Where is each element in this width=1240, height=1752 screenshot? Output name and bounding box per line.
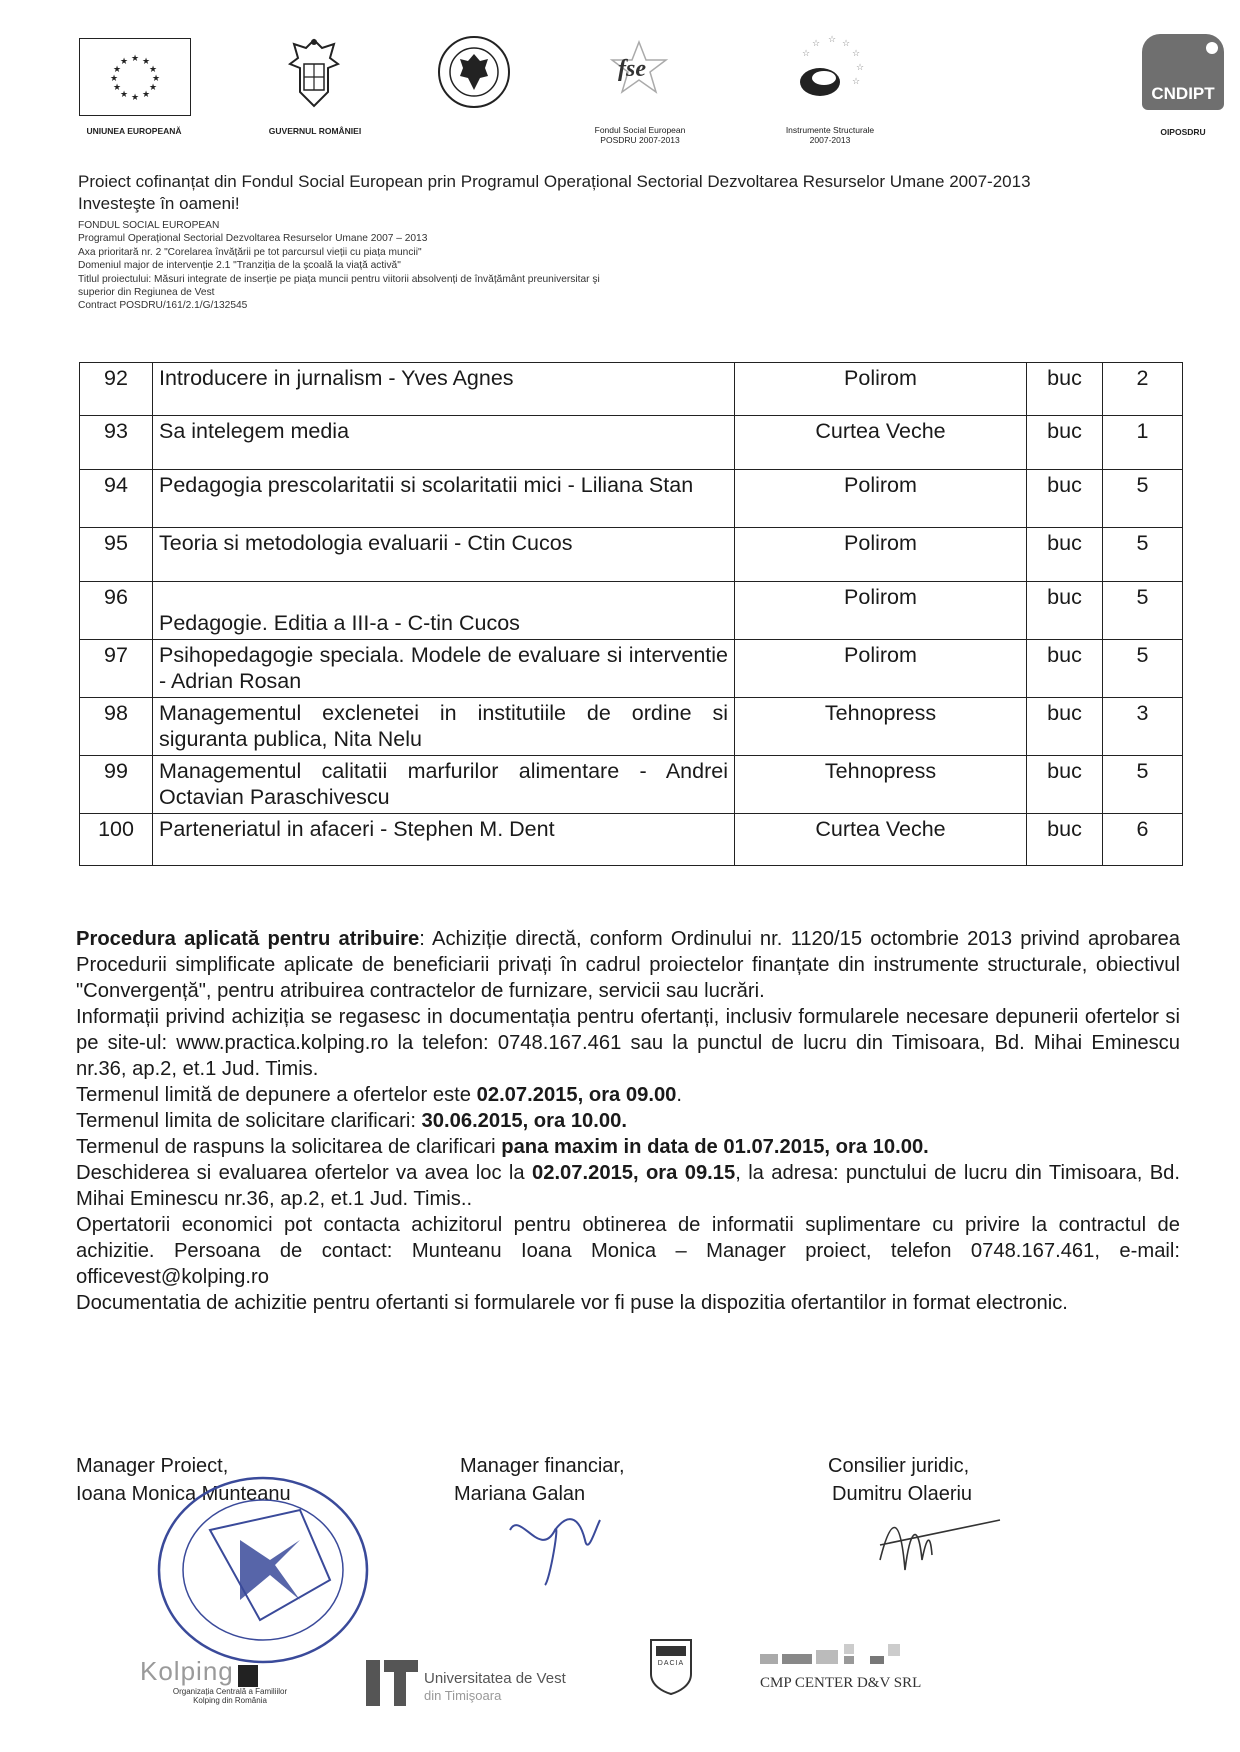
table-row (80, 814, 1183, 866)
procedure-text: : Achiziție directă, conform Ordinului nr. 1120/15 octombrie 2013 privind aprobarea Procedurii simplificate aplicate de beneficiarii privați în cadrul proiectelor finanțate din instrumente structurale, obiectivul "Convergență", pentru atribuirea contractelor de furnizare, servicii sau lucrări. (76, 928, 1180, 1002)
svg-text:★: ★ (151, 74, 161, 84)
svg-text:★: ★ (109, 74, 119, 84)
unit: buc (1027, 640, 1103, 698)
kolping-wordmark (140, 1656, 320, 1687)
info-line: Axa prioritară nr. 2 "Corelarea învățării pe tot parcursul vieții cu piața muncii" (78, 246, 422, 258)
row-number: 99 (80, 756, 153, 814)
cmp-blocks-icon (760, 1640, 920, 1666)
svg-text:★: ★ (148, 65, 158, 75)
table-row (80, 416, 1183, 470)
publisher: Curtea Veche (735, 416, 1027, 470)
opening-text: Deschiderea si evaluarea ofertelor va avea loc la (76, 1162, 532, 1184)
eu-flag-logo (79, 38, 191, 116)
unit: buc (1027, 470, 1103, 528)
fse-caption (570, 125, 710, 145)
table-row (80, 756, 1183, 814)
publisher: Tehnopress (735, 698, 1027, 756)
row-number: 100 (80, 814, 153, 866)
row-number: 94 (80, 470, 153, 528)
opening-end: , la adresa: punctului de lucru din Timisoara, Bd. Mihai Eminescu nr.36, ap.2, et.1 Jud. Timis.. (76, 1162, 1181, 1210)
signature-role: Consilier juridic, (828, 1455, 970, 1477)
project-info (78, 219, 600, 313)
row-number: 97 (80, 640, 153, 698)
unit: buc (1027, 416, 1103, 470)
deadline-answers-text: Termenul de raspuns la solicitarea de clarificari (76, 1136, 502, 1158)
quantity: 5 (1103, 756, 1183, 814)
quantity: 2 (1103, 363, 1183, 416)
is-caption-line2: 2007-2013 (809, 135, 851, 145)
publisher: Tehnopress (735, 756, 1027, 814)
deadline-offers (76, 1082, 1180, 1108)
quantity: 6 (1103, 814, 1183, 866)
table-row (80, 363, 1183, 416)
svg-text:☆: ☆ (828, 34, 837, 44)
quantity: 5 (1103, 470, 1183, 528)
book-title: Sa intelegem media (153, 416, 735, 470)
gov-caption: GUVERNUL ROMÂNIEI (268, 126, 362, 136)
svg-text:★: ★ (141, 90, 151, 100)
row-number: 93 (80, 416, 153, 470)
table-row (80, 640, 1183, 698)
deadline-offers-text: Termenul limită de depunere a ofertelor este (76, 1084, 477, 1106)
kolping-logo (140, 1656, 320, 1716)
signature-mark-juridic (860, 1500, 1010, 1580)
table-row (80, 582, 1183, 640)
deadline-clarifications (76, 1108, 1180, 1134)
svg-text:★: ★ (148, 83, 158, 93)
svg-text:☆: ☆ (812, 38, 821, 48)
contact-paragraph: Opertatorii economici pot contacta achizitorul pentru obtinerea de informatii suplimentare cu privire la contractul de achizitie. Persoana de contact: Munteanu Ioana Monica – Manager proiect, telefon 0748.167.461, e-mail: officevest@kolping.ro (76, 1214, 1180, 1288)
row-number: 92 (80, 363, 153, 416)
table-row (80, 698, 1183, 756)
format-paragraph: Documentatia de achizitie pentru ofertanti si formularele vor fi puse la dispozitia ofertantilor in format electronic. (76, 1292, 1068, 1314)
uvt-line1: Universitatea de Vest (424, 1670, 566, 1687)
deadline-answers (76, 1134, 1180, 1160)
signature-name: Ioana Monica Munteanu (76, 1483, 291, 1505)
quantity: 5 (1103, 582, 1183, 640)
unit: buc (1027, 698, 1103, 756)
info-line: superior din Regiunea de Vest (78, 287, 215, 299)
fse-caption-line2: POSDRU 2007-2013 (600, 135, 680, 145)
book-title: Introducere in jurnalism - Yves Agnes (153, 363, 735, 416)
opening-paragraph (76, 1160, 1180, 1212)
kolping-line1: Organizația Centrală a Familiilor (172, 1687, 288, 1696)
row-number: 96 (80, 582, 153, 640)
quantity: 1 (1103, 416, 1183, 470)
is-caption-line1: Instrumente Structurale (785, 125, 875, 135)
cmp-center-logo (760, 1640, 940, 1700)
book-title-cell (153, 582, 735, 640)
signature-name: Dumitru Olaeriu (832, 1483, 973, 1505)
project-line: Proiect cofinanțat din Fondul Social European prin Programul Operațional Sectorial Dezvoltarea Resurselor Umane 2007-2013 (78, 172, 1031, 191)
table-row (80, 528, 1183, 582)
svg-text:★: ★ (141, 57, 151, 67)
kolping-stamp-icon (150, 1470, 376, 1666)
quantity: 5 (1103, 528, 1183, 582)
info-line: Titlul proiectului: Măsuri integrate de inserție pe piața muncii pentru viitorii absolvenți de învățământ preuniversitar şi (78, 273, 600, 285)
svg-text:☆: ☆ (802, 48, 811, 58)
eagle-icon (282, 34, 346, 114)
dacia-label: DACIA (657, 1660, 685, 1667)
info-line: Contract POSDRU/161/2.1/G/132545 (78, 300, 248, 312)
publisher: Polirom (735, 470, 1027, 528)
eu-stars-icon (80, 39, 190, 115)
cndipt-dot-icon (1206, 42, 1218, 54)
quantity: 5 (1103, 640, 1183, 698)
book-title: Managementul calitatii marfurilor alimentare - Andrei Octavian Paraschivescu (153, 756, 735, 814)
instrumente-structurale-logo (790, 30, 870, 110)
uvt-logo (366, 1656, 606, 1716)
deadline-clarifications-date: 30.06.2015, ora 10.00. (421, 1110, 627, 1132)
publisher: Polirom (735, 363, 1027, 416)
svg-text:☆: ☆ (856, 62, 865, 72)
row-number: 98 (80, 698, 153, 756)
cmp-name: CMP CENTER D&V SRL (760, 1675, 922, 1691)
info-paragraph: Informații privind achiziția se regasesc in documentația pentru ofertanți, inclusiv formularele necesare depunerii ofertelor si pe site-ul: www.practica.kolping.ro la telefon: 0748.167.461 sau la punctul de lucru din Timisoara, Bd. Mihai Eminescu nr.36, ap.2, et.1 Jud. Timis. (76, 1006, 1180, 1080)
svg-text:★: ★ (130, 54, 140, 64)
book-title: Parteneriatul in afaceri - Stephen M. Dent (153, 814, 735, 866)
deadline-offers-end: . (676, 1084, 683, 1106)
info-line: FONDUL SOCIAL EUROPEAN (78, 220, 220, 231)
svg-text:★: ★ (112, 65, 122, 75)
publisher: Polirom (735, 640, 1027, 698)
uvt-mark-icon (366, 1660, 418, 1706)
ministry-seal-logo (436, 34, 512, 110)
publisher: Polirom (735, 582, 1027, 640)
cndipt-mark: CNDIPT (1151, 84, 1215, 103)
publisher: Curtea Veche (735, 814, 1027, 866)
eu-caption: UNIUNEA EUROPEANĂ (86, 126, 182, 136)
cndipt-logo (1142, 34, 1224, 110)
kolping-name: Kolping (140, 1656, 234, 1686)
unit: buc (1027, 814, 1103, 866)
table-row (80, 470, 1183, 528)
book-title: Pedagogia prescolaritatii si scolaritatii mici - Liliana Stan (153, 470, 735, 528)
unit: buc (1027, 363, 1103, 416)
fse-caption-line1: Fondul Social European (594, 125, 686, 135)
seal-icon (436, 34, 512, 110)
procedure-section (76, 926, 1180, 1316)
fse-logo (604, 40, 674, 100)
procedure-label: Procedura aplicată pentru atribuire (76, 928, 420, 950)
uvt-line2: din Timişoara (424, 1688, 502, 1703)
signature-name: Mariana Galan (454, 1483, 586, 1505)
info-line: Programul Operațional Sectorial Dezvoltarea Resurselor Umane 2007 – 2013 (78, 233, 428, 245)
book-title: Managementul exclenetei in institutiile de ordine si siguranta publica, Nita Nelu (153, 698, 735, 756)
motto-line: Investeşte în oameni! (78, 194, 240, 213)
signature-mark-financiar (500, 1500, 610, 1590)
signature-role: Manager financiar, (460, 1455, 625, 1477)
kolping-line2: Kolping din România (193, 1696, 267, 1705)
quantity: 3 (1103, 698, 1183, 756)
deadline-answers-date: pana maxim in data de 01.07.2015, ora 10.00. (501, 1136, 929, 1158)
svg-text:★: ★ (112, 83, 122, 93)
book-title: Pedagogie. Editia a III-a - C-tin Cucos (159, 611, 520, 635)
kolping-k-icon (238, 1665, 258, 1687)
unit: buc (1027, 756, 1103, 814)
opening-date: 02.07.2015, ora 09.15 (531, 1162, 736, 1184)
unit: buc (1027, 582, 1103, 640)
is-caption (760, 125, 900, 145)
book-title: Teoria si metodologia evaluarii - Ctin Cucos (153, 528, 735, 582)
procedure-paragraph (76, 926, 1180, 1004)
unit: buc (1027, 528, 1103, 582)
publisher: Polirom (735, 528, 1027, 582)
book-title: Psihopedagogie speciala. Modele de evaluare si interventie - Adrian Rosan (153, 640, 735, 698)
signature-role: Manager Proiect, (76, 1455, 229, 1477)
fse-mark: fse (618, 56, 646, 82)
deadline-clarifications-text: Termenul limita de solicitare clarificari: (76, 1110, 422, 1132)
svg-text:★: ★ (119, 57, 129, 67)
svg-text:☆: ☆ (852, 48, 861, 58)
dacia-school-logo (648, 1634, 694, 1696)
oiposdru-caption: OIPOSDRU (1160, 127, 1206, 137)
romania-coat-of-arms-logo (282, 34, 346, 114)
deadline-offers-date: 02.07.2015, ora 09.00 (476, 1084, 677, 1106)
svg-text:★: ★ (130, 93, 140, 103)
svg-text:☆: ☆ (852, 76, 861, 86)
info-line: Domeniul major de intervenție 2.1 "Tranziția de la şcoală la viață activă" (78, 260, 401, 272)
svg-text:★: ★ (119, 90, 129, 100)
svg-text:☆: ☆ (842, 38, 851, 48)
books-table (79, 362, 1183, 866)
stars-circle-icon (790, 30, 870, 110)
row-number: 95 (80, 528, 153, 582)
